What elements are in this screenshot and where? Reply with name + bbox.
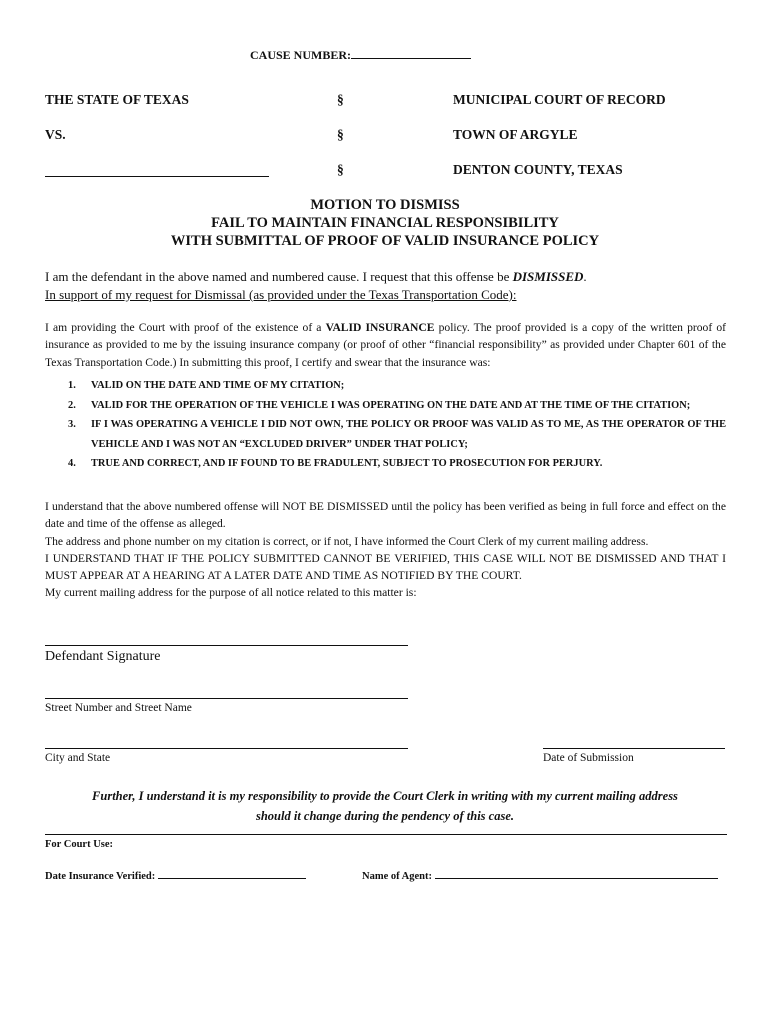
statement-not-dismissed: I understand that the above numbered offense will NOT BE DISMISSED until the policy has been verified as being in full force and effect on the date and time of the offense as alleged. (45, 500, 726, 531)
section-symbol: § (337, 127, 344, 142)
street-address-field[interactable] (45, 698, 408, 699)
list-item: 4. TRUE AND CORRECT, AND IF FOUND TO BE FRADULENT, SUBJECT TO PROSECUTION FOR PERJURY. (68, 458, 603, 469)
document-title (0, 196, 770, 250)
dismissed-emphasis: DISMISSED (512, 269, 584, 284)
city-state-field[interactable] (45, 748, 408, 749)
list-item: 2. VALID FOR THE OPERATION OF THE VEHICLE I WAS OPERATING ON THE DATE AND AT THE TIME OF THE CITATION; (68, 399, 691, 411)
title-line-1: MOTION TO DISMISS (310, 197, 460, 213)
statement-mailing-address: My current mailing address for the purpose of all notice related to this matter is: (45, 586, 417, 600)
defendant-signature-field[interactable] (45, 645, 408, 646)
notice-line-2: should it change during the pendency of this case. (255, 809, 514, 823)
intro-support-line: In support of my request for Dismissal (as provided under the Texas Transportation Code): (45, 287, 517, 302)
city-state-label: City and State (45, 752, 111, 764)
section-symbol: § (337, 92, 344, 107)
intro-request: I am the defendant in the above named and numbered cause. I request that this offense be DISMISSED. (45, 269, 587, 284)
court-use-divider (45, 834, 727, 835)
caption-court: MUNICIPAL COURT OF RECORD (453, 92, 666, 107)
caption-county: DENTON COUNTY, TEXAS (453, 162, 623, 177)
intro-paragraph (45, 268, 735, 304)
date-insurance-verified (45, 866, 306, 882)
date-insurance-verified-field[interactable] (158, 866, 306, 879)
court-use-label: For Court Use: (45, 839, 114, 850)
defendant-name-field[interactable] (45, 176, 269, 177)
list-item: 1. VALID ON THE DATE AND TIME OF MY CITATION; (68, 380, 345, 391)
cause-number-label: CAUSE NUMBER: (250, 48, 352, 62)
valid-insurance-emphasis: VALID INSURANCE (325, 321, 435, 334)
date-insurance-verified-label: Date Insurance Verified: (45, 871, 156, 882)
cause-number-field[interactable] (351, 46, 471, 59)
statements-paragraph (45, 498, 726, 602)
statement-verification: I UNDERSTAND THAT IF THE POLICY SUBMITTED CANNOT BE VERIFIED, THIS CASE WILL NOT BE DISMISSED AND THAT I MUST APPEAR AT A HEARING AT A LATER DATE AND TIME AS NOTIFIED BY THE COURT. (45, 551, 726, 583)
caption-versus: VS. (45, 127, 66, 142)
conditions-list (45, 376, 726, 474)
caption-plaintiff: THE STATE OF TEXAS (45, 92, 189, 107)
agent-name (362, 866, 718, 882)
defendant-signature-label: Defendant Signature (45, 649, 161, 664)
agent-name-field[interactable] (435, 866, 718, 879)
section-symbol: § (337, 162, 344, 177)
cause-number (250, 46, 471, 63)
title-line-2: FAIL TO MAINTAIN FINANCIAL RESPONSIBILITY (211, 215, 559, 231)
agent-name-label: Name of Agent: (362, 871, 432, 882)
title-line-3: WITH SUBMITTAL OF PROOF OF VALID INSURANCE POLICY (170, 233, 600, 249)
statement-address: The address and phone number on my citation is correct, or if not, I have informed the Court Clerk of my current mailing address. (45, 534, 649, 548)
proof-paragraph: I am providing the Court with proof of the existence of a VALID INSURANCE policy. The proof provided is a copy of the written proof of insurance as provided to me by the issuing insurance company (or proof of other “financial responsibility” as provided under Chapter 601 of the Texas Transportation Code.) In submitting this proof, I certify and swear that the insurance was: (45, 321, 726, 369)
street-address-label: Street Number and Street Name (45, 702, 192, 714)
date-of-submission-field[interactable] (543, 748, 725, 749)
list-item: 3. IF I WAS OPERATING A VEHICLE I DID NOT OWN, THE POLICY OR PROOF WAS VALID AS TO ME, AS THE OPERATOR OF THE VEHICLE AND I WAS NOT AN “EXCLUDED DRIVER” UNDER THAT POLICY; (68, 419, 726, 450)
caption-town: TOWN OF ARGYLE (453, 127, 578, 142)
address-responsibility-notice (0, 786, 770, 826)
notice-line-1: Further, I understand it is my responsibility to provide the Court Clerk in writing with my current mailing address (92, 789, 678, 803)
date-of-submission-label: Date of Submission (543, 752, 634, 764)
